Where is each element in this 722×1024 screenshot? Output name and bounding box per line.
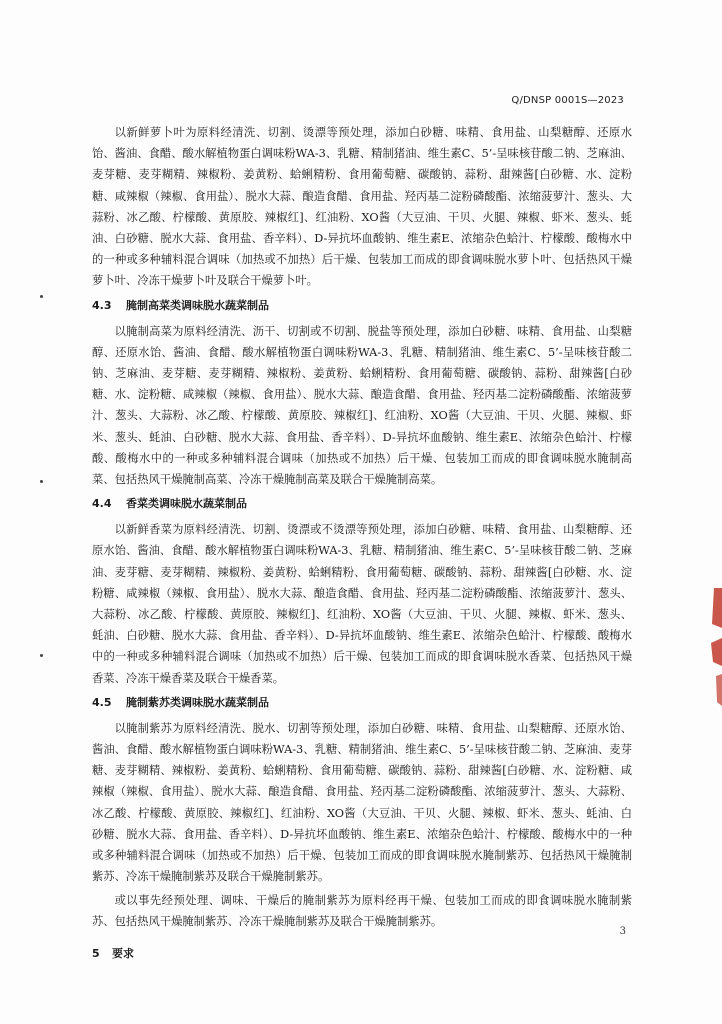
page-number: 3 [619, 926, 626, 937]
margin-dot [40, 654, 43, 657]
standard-code: Q/DNSP 0001S—2023 [511, 95, 624, 106]
paragraph: 以新鲜萝卜叶为原料经清洗、切割、烫漂等预处理，添加白砂糖、味精、食用盐、山梨糖醇、还原水饴、酱油、食醋、酸水解植物蛋白调味粉WA-3、乳糖、精制猪油、维生素C、5’-呈味核苷酸二钠、芝麻油、麦芽糖、麦芽糊精、辣椒粉、姜黄粉、蛤蜊精粉、食用葡萄糖、碳酸钠、蒜粉、甜辣酱[白砂糖、水、淀粉糖、咸辣椒（辣椒、食用盐）、脱水大蒜、酿造食醋、食用盐、羟丙基二淀粉磷酸酯、浓缩菠萝汁、葱头、大蒜粉、冰乙酸、柠檬酸、黄原胶、辣椒红]、红油粉、XO酱（大豆油、干贝、火腿、辣椒、虾米、葱头、蚝油、白砂糖、脱水大蒜、食用盐、香辛料）、D-异抗坏血酸钠、维生素E、浓缩杂色蛤汁、柠檬酸、酸梅水中的一种或多种辅料混合调味（加热或不加热）后干燥、包装加工而成的即食调味脱水萝卜叶、包括热风干燥萝卜叶、冷冻干燥萝卜叶及联合干燥萝卜叶。 [92, 126, 632, 288]
chapter-number: 5 [92, 946, 100, 960]
paragraph: 或以事先经预处理、调味、干燥后的腌制紫苏为原料经再干燥、包装加工而成的即食调味脱水腌制紫苏、包括热风干燥腌制紫苏、冷冻干燥腌制紫苏及联合干燥腌制紫苏。 [92, 893, 632, 928]
section-number: 4.4 [92, 497, 112, 511]
section-heading [92, 494, 632, 514]
section-heading [92, 296, 632, 316]
paragraph: 以新鲜香菜为原料经清洗、切割、烫漂或不烫漂等预处理，添加白砂糖、味精、食用盐、山梨糖醇、还原水饴、酱油、食醋、酸水解植物蛋白调味粉WA-3、乳糖、精制猪油、维生素C、5’-呈味核苷酸二钠、芝麻油、麦芽糖、麦芽糊精、辣椒粉、姜黄粉、蛤蜊精粉、食用葡萄糖、碳酸钠、蒜粉、甜辣酱[白砂糖、水、淀粉糖、咸辣椒（辣椒、食用盐）、脱水大蒜、酿造食醋、食用盐、羟丙基二淀粉磷酸酯、浓缩菠萝汁、葱头、大蒜粉、冰乙酸、柠檬酸、黄原胶、辣椒红]、红油粉、XO酱（大豆油、干贝、火腿、辣椒、虾米、葱头、蚝油、白砂糖、脱水大蒜、食用盐、香辛料）、D-异抗坏血酸钠、维生素E、浓缩杂色蛤汁、柠檬酸、酸梅水中的一种或多种辅料混合调味（加热或不加热）后干燥、包装加工而成的即食调味脱水香菜、包括热风干燥香菜、冷冻干燥香菜及联合干燥香菜。 [92, 523, 632, 685]
margin-dot [40, 480, 43, 483]
section-number: 4.3 [92, 298, 112, 312]
section-title: 腌制紫苏类调味脱水蔬菜制品 [126, 695, 269, 709]
chapter-heading [92, 944, 632, 964]
section-title: 香菜类调味脱水蔬菜制品 [126, 497, 247, 511]
chapter-title: 要求 [112, 946, 134, 960]
section-heading [92, 693, 632, 713]
paragraph: 以腌制紫苏为原料经清洗、脱水、切割等预处理，添加白砂糖、味精、食用盐、山梨糖醇、还原水饴、酱油、食醋、酸水解植物蛋白调味粉WA-3、乳糖、精制猪油、维生素C、5’-呈味核苷酸二钠、芝麻油、麦芽糖、麦芽糊精、辣椒粉、姜黄粉、蛤蜊精粉、食用葡萄糖、碳酸钠、蒜粉、甜辣酱[白砂糖、水、淀粉糖、咸辣椒（辣椒、食用盐）、脱水大蒜、酿造食醋、食用盐、羟丙基二淀粉磷酸酯、浓缩菠萝汁、葱头、大蒜粉、冰乙酸、柠檬酸、黄原胶、辣椒红]、红油粉、XO酱（大豆油、干贝、火腿、辣椒、虾米、葱头、蚝油、白砂糖、脱水大蒜、食用盐、香辛料）、D-异抗坏血酸钠、维生素E、浓缩杂色蛤汁、柠檬酸、酸梅水中的一种或多种辅料混合调味（加热或不加热）后干燥、包装加工而成的即食调味脱水腌制紫苏、包括热风干燥腌制紫苏、冷冻干燥腌制紫苏及联合干燥腌制紫苏。 [92, 721, 632, 884]
section-number: 4.5 [92, 695, 112, 709]
section-title: 腌制高菜类调味脱水蔬菜制品 [126, 298, 269, 312]
red-seal-fragment [708, 588, 722, 708]
paragraph: 以腌制高菜为原料经清洗、沥干、切割或不切割、脱盐等预处理，添加白砂糖、味精、食用盐、山梨糖醇、还原水饴、酱油、食醋、酸水解植物蛋白调味粉WA-3、乳糖、精制猪油、维生素C、5’-呈味核苷酸二钠、芝麻油、麦芽糖、麦芽糊精、辣椒粉、姜黄粉、蛤蜊精粉、食用葡萄糖、碳酸钠、蒜粉、甜辣酱[白砂糖、水、淀粉糖、咸辣椒（辣椒、食用盐）、脱水大蒜、酿造食醋、食用盐、羟丙基二淀粉磷酸酯、浓缩菠萝汁、葱头、大蒜粉、冰乙酸、柠檬酸、黄原胶、辣椒红]、红油粉、XO酱（大豆油、干贝、火腿、辣椒、虾米、葱头、蚝油、白砂糖、脱水大蒜、食用盐、香辛料）、D-异抗坏血酸钠、维生素E、浓缩杂色蛤汁、柠檬酸、酸梅水中的一种或多种辅料混合调味（加热或不加热）后干燥、包装加工而成的即食调味脱水腌制高菜、包括热风干燥腌制高菜、冷冻干燥腌制高菜及联合干燥腌制高菜。 [92, 324, 632, 487]
margin-dot [40, 295, 43, 298]
document-body [92, 122, 632, 969]
